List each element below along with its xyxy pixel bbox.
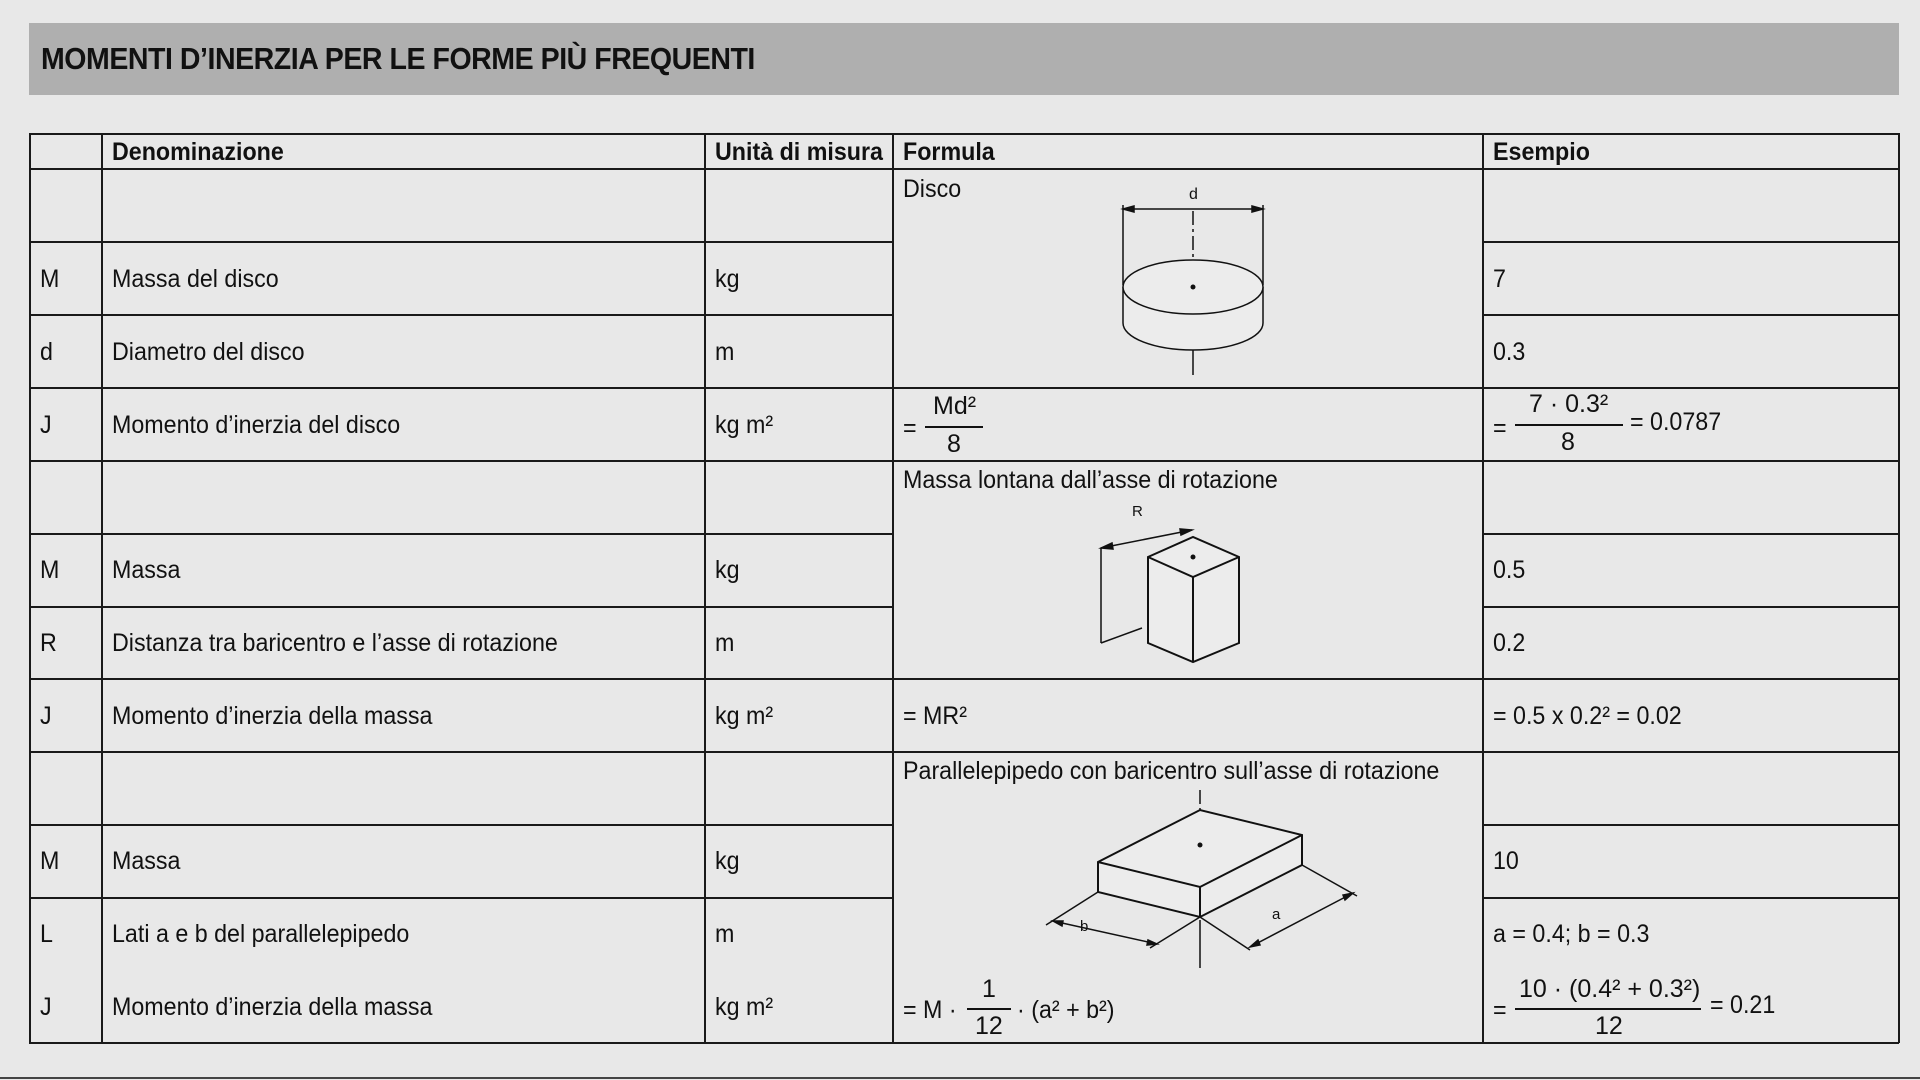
disc-formula-den: 8 — [947, 430, 961, 458]
mass-unit-j: kg m² — [715, 702, 774, 730]
box-formula-suffix: · (a² + b²) — [1017, 996, 1115, 1024]
box-unit-m: kg — [715, 847, 740, 875]
header-formula: Formula — [903, 138, 995, 166]
mass-example-m: 0.5 — [1493, 556, 1526, 584]
box-example-prefix: = — [1493, 996, 1507, 1024]
header-esempio: Esempio — [1493, 138, 1590, 166]
box-name-j: Momento d’inerzia della massa — [112, 993, 433, 1021]
box-symbol-j: J — [40, 993, 52, 1021]
box-name-l: Lati a e b del parallelepipedo — [112, 920, 410, 948]
disc-symbol-d: d — [40, 338, 53, 366]
mass-example-r: 0.2 — [1493, 629, 1526, 657]
mass-unit-r: m — [715, 629, 735, 657]
box-unit-l: m — [715, 920, 735, 948]
mass-name-m: Massa — [112, 556, 181, 584]
box-formula-fraction — [967, 975, 1012, 1045]
disc-caption: Disco — [903, 175, 962, 203]
header-unita: Unità di misura — [715, 138, 883, 166]
bottom-rule — [0, 1077, 1920, 1079]
disc-unit-m: kg — [715, 265, 740, 293]
disc-example-fraction — [1515, 390, 1625, 460]
disc-unit-j: kg m² — [715, 411, 774, 439]
box-symbol-m: M — [40, 847, 60, 875]
disc-name-m: Massa del disco — [112, 265, 279, 293]
mass-symbol-j: J — [40, 702, 52, 730]
mass-formula: = MR² — [903, 702, 967, 730]
box-example-fraction — [1515, 975, 1705, 1045]
disc-example-d: 0.3 — [1493, 338, 1526, 366]
disc-unit-d: m — [715, 338, 735, 366]
disc-formula-fraction — [925, 392, 985, 462]
mass-symbol-m: M — [40, 556, 60, 584]
box-example-l: a = 0.4; b = 0.3 — [1493, 920, 1650, 948]
box-example-result: = 0.21 — [1710, 991, 1776, 1019]
mass-unit-m: kg — [715, 556, 740, 584]
box-formula-num: 1 — [982, 975, 996, 1003]
box-dim-a: a — [1272, 906, 1281, 923]
box-example-den: 12 — [1595, 1012, 1623, 1040]
mass-name-r: Distanza tra baricentro e l’asse di rotazione — [112, 629, 558, 657]
box-example-num: 10 · (0.4² + 0.3²) — [1519, 975, 1701, 1003]
disc-example-num: 7 · 0.3² — [1529, 390, 1609, 418]
disc-symbol-m: M — [40, 265, 60, 293]
box-symbol-l: L — [40, 920, 53, 948]
box-formula-prefix: = M · — [903, 996, 957, 1024]
disc-example-result: = 0.0787 — [1630, 408, 1722, 436]
disc-formula-prefix: = — [903, 414, 917, 442]
box-formula-den: 12 — [975, 1012, 1003, 1040]
box-dim-b: b — [1080, 918, 1089, 935]
disc-dim-label: d — [1189, 186, 1198, 203]
disc-example-m: 7 — [1493, 265, 1506, 293]
mass-example-j: = 0.5 x 0.2² = 0.02 — [1493, 702, 1682, 730]
disc-name-d: Diametro del disco — [112, 338, 305, 366]
mass-symbol-r: R — [40, 629, 57, 657]
mass-dim-label: R — [1132, 503, 1143, 520]
disc-diagram — [1110, 185, 1270, 375]
box-unit-j: kg m² — [715, 993, 774, 1021]
box-example-m: 10 — [1493, 847, 1519, 875]
disc-formula-num: Md² — [933, 392, 977, 420]
box-caption: Parallelepipedo con baricentro sull’asse di rotazione — [903, 757, 1440, 785]
page-title: MOMENTI D’INERZIA PER LE FORME PIÙ FREQUENTI — [41, 41, 755, 76]
disc-symbol-j: J — [40, 411, 52, 439]
disc-example-prefix: = — [1493, 414, 1507, 442]
title-bar — [29, 23, 1899, 95]
header-denominazione: Denominazione — [112, 138, 284, 166]
box-name-m: Massa — [112, 847, 181, 875]
disc-name-j: Momento d’inerzia del disco — [112, 411, 401, 439]
mass-name-j: Momento d’inerzia della massa — [112, 702, 433, 730]
box-diagram — [1035, 790, 1375, 970]
disc-example-den: 8 — [1561, 428, 1575, 456]
mass-caption: Massa lontana dall’asse di rotazione — [903, 466, 1278, 494]
mass-diagram — [1095, 500, 1255, 670]
